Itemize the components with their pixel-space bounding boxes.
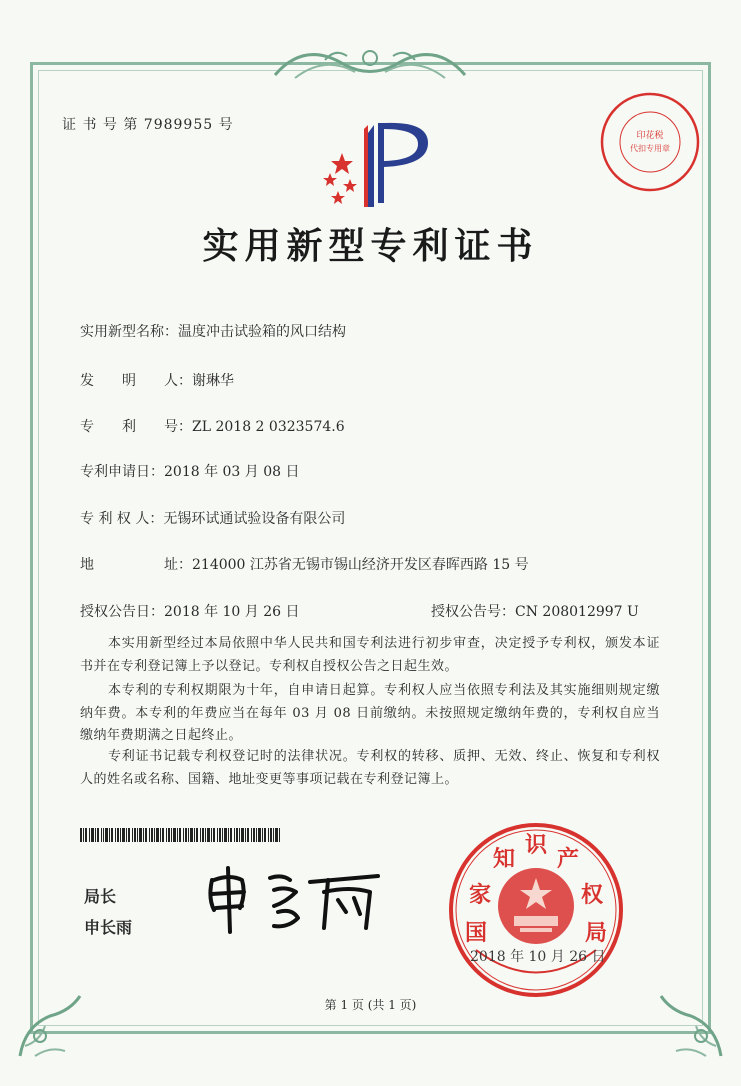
certificate-title: 实用新型专利证书 — [202, 225, 539, 267]
svg-text:代扣专用章: 代扣专用章 — [630, 144, 670, 153]
field-value: 温度冲击试验箱的风口结构 — [178, 324, 346, 340]
field-value: 214000 江苏省无锡市锡山经济开发区春晖西路 15 号 — [192, 557, 529, 573]
svg-text:权: 权 — [580, 882, 604, 908]
seal-date: 2018 年 10 月 26 日 — [470, 949, 606, 965]
field-label: 授权公告号： — [431, 604, 515, 620]
director-title: 局长 — [84, 887, 117, 906]
field-value: ZL 2018 2 0323574.6 — [192, 419, 345, 435]
svg-text:国: 国 — [464, 920, 488, 946]
field-inventor — [80, 370, 234, 390]
patent-office-seal — [446, 820, 626, 1000]
field-label: 专 利 权 人： — [80, 511, 164, 527]
field-address — [80, 554, 529, 574]
field-grant-date — [80, 601, 300, 621]
field-patentee — [80, 508, 345, 528]
field-label: 专利申请日： — [80, 464, 164, 480]
svg-text:局: 局 — [584, 920, 608, 946]
field-value: 2018 年 03 月 08 日 — [164, 464, 300, 480]
director-name: 申长雨 — [84, 918, 133, 937]
svg-text:知: 知 — [492, 846, 516, 872]
field-value: 无锡环试通试验设备有限公司 — [163, 511, 346, 527]
certificate-number: 证 书 号 第 7989955 号 — [62, 117, 234, 133]
svg-text:识: 识 — [524, 832, 548, 858]
director-signature — [200, 858, 390, 938]
field-utility-model-name — [80, 321, 346, 341]
field-patent-number — [80, 416, 345, 436]
svg-text:印花税: 印花税 — [636, 131, 664, 141]
svg-text:产: 产 — [556, 846, 580, 872]
field-label: 实用新型名称： — [80, 324, 178, 340]
page-number: 第 1 页 (共 1 页) — [324, 998, 417, 1012]
field-grant-number — [431, 601, 639, 621]
barcode — [80, 828, 280, 842]
paragraph-grant-decision: 本实用新型经过本局依照中华人民共和国专利法进行初步审查，决定授予专利权，颁发本证书并在专利登记簿上予以登记。专利权自授权公告之日起生效。 — [80, 636, 660, 674]
field-value: 2018 年 10 月 26 日 — [164, 604, 300, 620]
paragraph-legal-status: 专利证书记载专利权登记时的法律状况。专利权的转移、质押、无效、终止、恢复和专利权人的姓名或名称、国籍、地址变更等事项记载在专利登记簿上。 — [80, 749, 660, 787]
field-value: CN 208012997 U — [515, 604, 639, 620]
patent-office-logo — [316, 115, 446, 210]
field-label: 地 址： — [80, 557, 192, 573]
tax-agent-seal — [596, 88, 704, 196]
field-label: 发 明 人： — [80, 373, 192, 389]
field-application-date — [80, 461, 300, 481]
svg-text:家: 家 — [468, 882, 492, 908]
field-value: 谢琳华 — [192, 373, 234, 389]
field-label: 授权公告日： — [80, 604, 164, 620]
field-label: 专 利 号： — [80, 419, 192, 435]
top-ornament — [265, 30, 475, 90]
paragraph-term-and-fees: 本专利的专利权期限为十年，自申请日起算。专利权人应当依照专利法及其实施细则规定缴纳年费。本专利的年费应当在每年 03 月 08 日前缴纳。未按照规定缴纳年费的，专利权自应当缴纳年费期满之日起终止。 — [80, 683, 660, 743]
